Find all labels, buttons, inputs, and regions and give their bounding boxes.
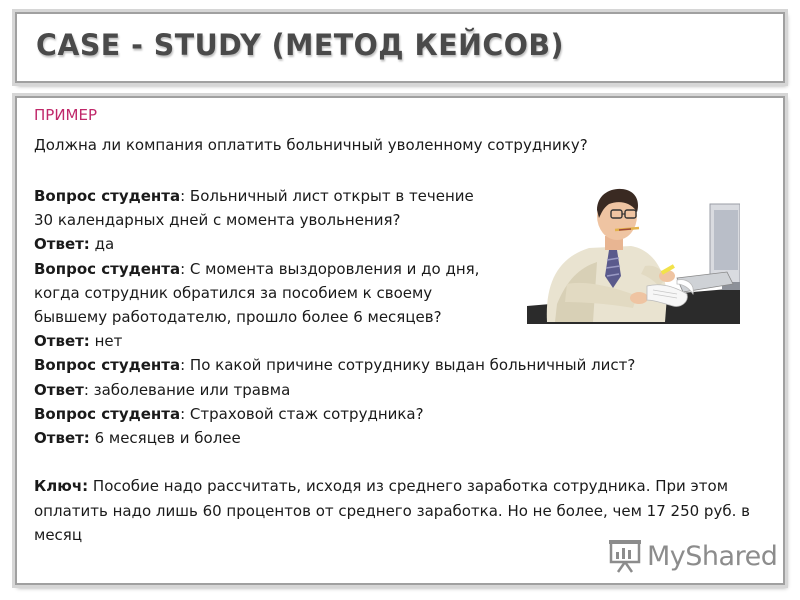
dialogue-speaker: Вопрос студента xyxy=(34,259,181,278)
main-question: Должна ли компания оплатить больничный уволенному сотруднику? xyxy=(34,136,588,154)
dialogue-speaker: Вопрос студента xyxy=(34,187,181,205)
dialogue-text: : Страховой стаж сотрудника? xyxy=(180,404,424,423)
dialogue-speaker: Ответ: xyxy=(34,332,90,351)
dialogue-text: : По какой причине сотруднику выдан больничный лист? xyxy=(180,356,636,375)
dialogue-text: бывшему работодателю, прошло более 6 месяцев? xyxy=(34,307,442,326)
dialogue-speaker: Вопрос студента xyxy=(34,356,181,375)
dialogue-text: да xyxy=(89,235,115,254)
dialogue-speaker: Ответ: xyxy=(34,235,90,254)
slide-title: CASE - STUDY (МЕТОД КЕЙСОВ) xyxy=(36,28,565,62)
dialogue-line xyxy=(34,378,635,402)
presentation-board-icon xyxy=(607,538,643,574)
dialogue-line xyxy=(34,402,635,426)
dialogue-text: когда сотрудник обратился за пособием к своему xyxy=(34,283,433,302)
dialogue-text: : заболевание или травма xyxy=(83,380,291,399)
dialogue-text: нет xyxy=(89,332,123,351)
office-worker-illustration xyxy=(527,184,740,324)
dialogue-speaker: Вопрос студента xyxy=(34,404,181,423)
dialogue-line xyxy=(34,426,635,450)
watermark-text: MyShared xyxy=(647,540,778,572)
key-label: Ключ: xyxy=(34,477,89,495)
example-label: ПРИМЕР xyxy=(34,106,98,124)
dialogue-line xyxy=(34,329,635,353)
dialogue-text: : С момента выздоровления и до дня, xyxy=(180,259,480,278)
dialogue-text: 30 календарных дней с момента увольнения? xyxy=(34,211,401,230)
dialogue-text: 6 месяцев и более xyxy=(89,428,241,447)
key-text: Пособие надо рассчитать, исходя из среднего заработка сотрудника. При этом оплатить надо лишь 60 процентов от среднего заработка. Но не более, чем 17 250 руб. в месяц xyxy=(34,477,750,544)
watermark-logo xyxy=(607,536,777,576)
dialogue-speaker: Ответ xyxy=(34,380,84,399)
dialogue-text: : Больничный лист открыт в течение xyxy=(180,187,474,205)
dialogue-line xyxy=(34,353,635,377)
content-frame xyxy=(15,96,785,585)
dialogue-speaker: Ответ: xyxy=(34,428,90,447)
title-frame xyxy=(15,12,785,83)
